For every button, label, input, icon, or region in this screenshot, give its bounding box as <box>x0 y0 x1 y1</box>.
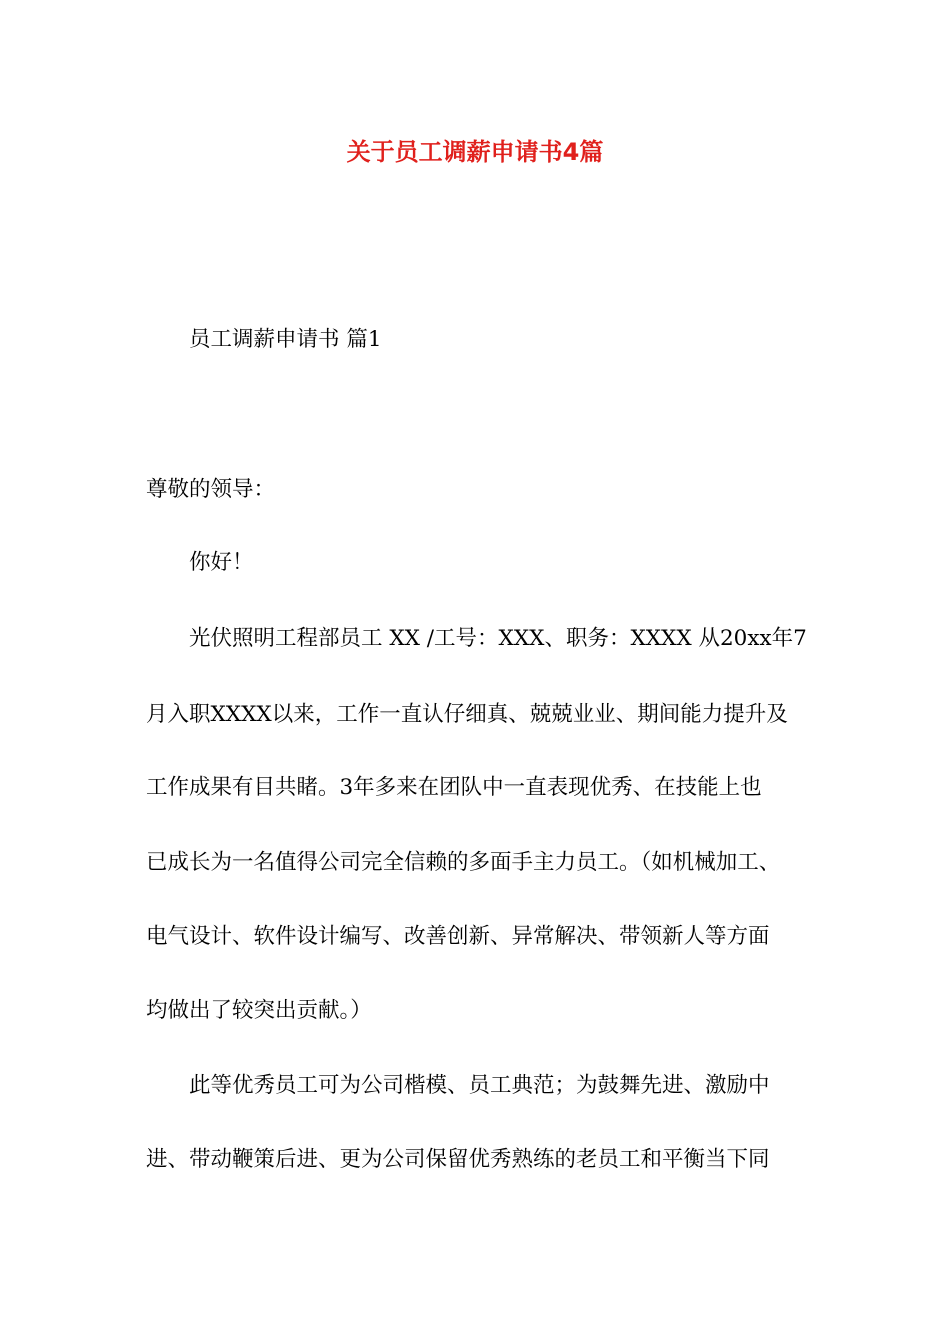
paragraph-line: 此等优秀员工可为公司楷模、员工典范；为鼓舞先进、激励中 <box>189 1073 770 1098</box>
paragraph-line: 进、带动鞭策后进、更为公司保留优秀熟练的老员工和平衡当下同 <box>146 1147 770 1172</box>
paragraph-line: 工作成果有目共睹。3年多来在团队中一直表现优秀、在技能上也 <box>146 775 762 800</box>
salutation: 尊敬的领导： <box>146 477 276 502</box>
paragraph-line: 已成长为一名值得公司完全信赖的多面手主力员工。（如机械加工、 <box>146 850 781 875</box>
paragraph-line: 光伏照明工程部员工 XX /工号：XXX、职务：XXXX 从20xx年7 <box>189 626 807 651</box>
document-title: 关于员工调薪申请书4篇 <box>346 138 604 166</box>
paragraph-line: 电气设计、软件设计编写、改善创新、异常解决、带领新人等方面 <box>146 924 770 949</box>
greeting: 你好！ <box>189 550 254 575</box>
paragraph-line: 均做出了较突出贡献。） <box>146 998 372 1023</box>
paragraph-line: 月入职XXXX以来，工作一直认仔细真、兢兢业业、期间能力提升及 <box>146 702 788 727</box>
section-heading: 员工调薪申请书 篇1 <box>189 327 382 352</box>
